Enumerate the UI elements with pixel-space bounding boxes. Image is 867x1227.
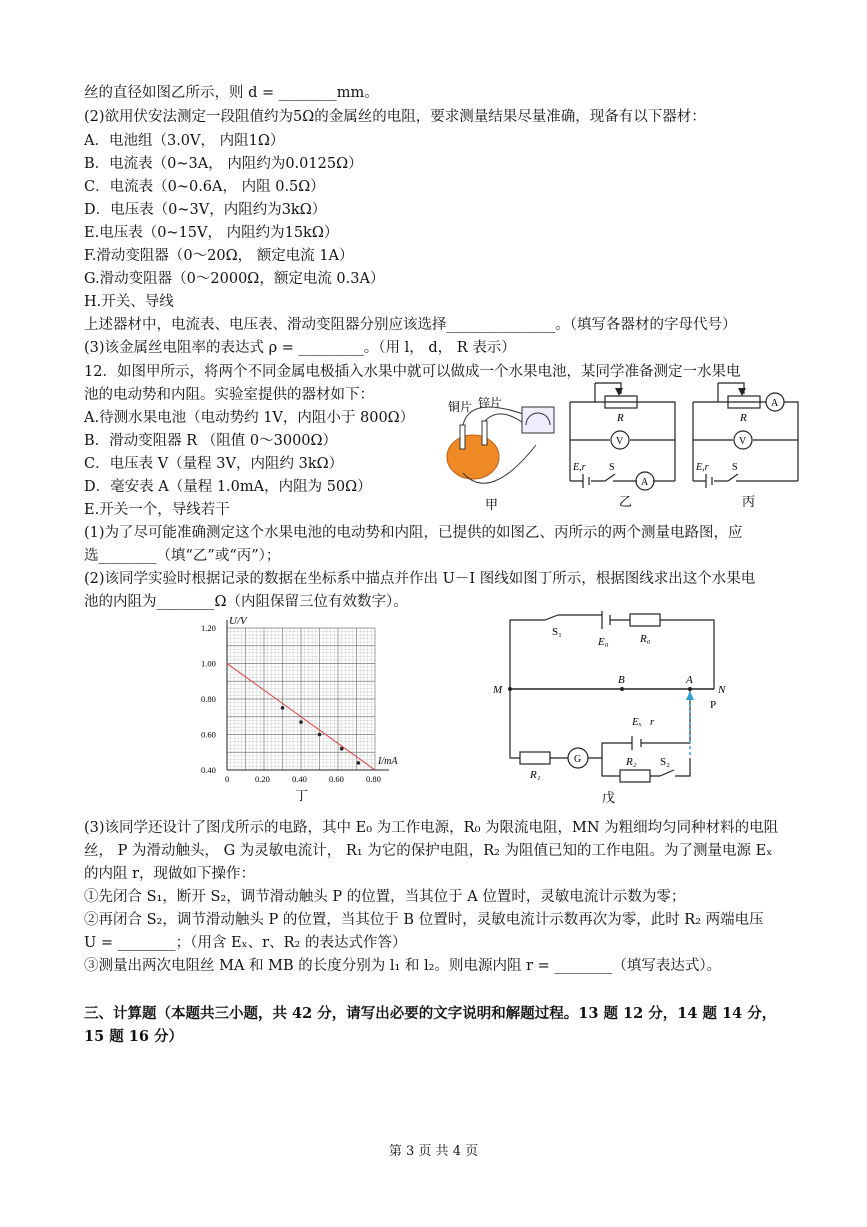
question-line: (3)该同学还设计了图戊所示的电路，其中 E₀ 为工作电源，R₀ 为限流电阻，MN 为粗细均匀同种材料的电阻 [84, 820, 779, 836]
data-point [318, 733, 322, 737]
wire [602, 758, 690, 776]
figure-yi [565, 378, 681, 513]
s-label: S [609, 462, 615, 473]
e0-label: E₀ [598, 636, 609, 648]
option-line: B．滑动变阻器 R （阻值 0～3000Ω） [84, 433, 338, 449]
switch-icon [605, 474, 615, 481]
question-line: 12．如图甲所示，将两个不同金属电极插入水果中就可以做成一个水果电池，某同学准备测定一水果电 [84, 364, 741, 380]
option-line: C．电流表（0~0.6A， 内阻 0.5Ω） [84, 179, 325, 195]
question-line: 池的电动势和内阻。实验室提供的器材如下： [84, 387, 374, 403]
question-line: 的内阻 r，现做如下操作： [84, 866, 256, 882]
figure-caption: 丙 [742, 494, 756, 509]
ex-label: Eₓ [632, 716, 642, 728]
b-label: B [618, 674, 625, 686]
copper-label: 铜片 [448, 400, 473, 414]
y-tick-label: 1.00 [201, 658, 216, 669]
switch-icon [728, 474, 738, 481]
option-line: C．电压表 V（量程 3V，内阻约 3kΩ） [84, 456, 344, 472]
p-label: P [710, 699, 717, 711]
figure-bing [688, 378, 804, 513]
x-tick-label: 0.40 [292, 774, 307, 784]
battery-ex-icon [632, 736, 641, 750]
step-line: ②再闭合 S₂，调节滑动触头 P 的位置，当其位于 B 位置时，灵敏电流计示数再次为零，此时 R₂ 两端电压 [84, 912, 764, 928]
s1-label: S₁ [552, 626, 562, 638]
resistor-r1 [520, 752, 550, 764]
s2-label: S₂ [660, 756, 670, 768]
option-line: A．电池组（3.0V， 内阻1Ω） [84, 133, 285, 149]
r-label: R [617, 412, 624, 424]
option-line: A.待测水果电池（电动势约 1V，内阻小于 800Ω） [84, 410, 415, 426]
ui-graph [195, 612, 405, 812]
x-tick-label: 0.80 [366, 774, 381, 784]
figure-jia [430, 385, 565, 515]
y-axis-label: U/V [229, 615, 247, 627]
y-tick-label: 1.20 [201, 623, 216, 633]
battery-e0-icon [602, 611, 610, 629]
step-line: ①先闭合 S₁，断开 S₂，调节滑动触头 P 的位置，当其位于 A 位置时，灵敏电流计示数为零； [84, 889, 686, 905]
fruit-icon [447, 435, 499, 479]
switch-s1-icon [545, 615, 558, 620]
a-label: A [771, 398, 779, 409]
question-line: 上述器材中，电流表、电压表、滑动变阻器分别应该选择_______________。（填写各器材的字母代号） [84, 317, 737, 333]
question-line: (2)该同学实验时根据记录的数据在坐标系中描点并作出 U－I 图线如图丁所示，根据图线求出这个水果电 [84, 571, 756, 587]
figure-caption: 甲 [485, 497, 499, 512]
slider-arrow-icon [615, 388, 623, 396]
data-point [357, 761, 361, 765]
page-footer: 第 3 页 共 4 页 [388, 1144, 479, 1159]
data-point [299, 720, 303, 724]
section-heading: 三、计算题（本题共三小题，共 42 分，请写出必要的文字说明和解题过程。13 题 12 分，14 题 14 分， [84, 1005, 777, 1022]
figure-caption: 丁 [295, 788, 309, 803]
option-line: E.电压表（0~15V， 内阻约为15kΩ） [84, 225, 339, 241]
option-line: F.滑动变阻器（0～20Ω， 额定电流 1A） [84, 248, 354, 264]
slider-wire [595, 383, 621, 402]
option-line: D．毫安表 A（量程 1.0mA，内阻为 50Ω） [84, 479, 372, 495]
g-label: G [574, 754, 582, 765]
data-point [340, 747, 344, 751]
x-tick-label: 0 [225, 774, 230, 784]
data-point [281, 706, 285, 710]
option-line: H.开关、导线 [84, 294, 174, 310]
n-label: N [718, 684, 726, 696]
r1-label: R₁ [530, 769, 541, 781]
x-axis-label: I/mA [378, 756, 398, 767]
figure-wu [490, 605, 730, 810]
a-label: A [686, 674, 693, 686]
resistor-r0 [630, 614, 660, 626]
switch-s2-icon [660, 770, 674, 776]
a-label: A [641, 477, 649, 488]
slider-arrow-icon [738, 388, 746, 396]
option-line: B．电流表（0~3A， 内阻约为0.0125Ω） [84, 156, 363, 172]
option-line: D．电压表（0~3V，内阻约为3kΩ） [84, 202, 327, 218]
chart-grid [227, 628, 375, 770]
question-line: (3)该金属丝电阻率的表达式 ρ = _________。（用 l， d， R 表示） [84, 340, 516, 356]
r2-label: R₂ [626, 756, 637, 768]
copper-electrode [460, 425, 465, 449]
zinc-label: 锌片 [478, 396, 503, 410]
node-a [688, 687, 692, 691]
slider-wire [718, 383, 744, 402]
x-tick-label: 0.20 [255, 774, 270, 784]
question-line: 选________（填“乙”或“丙”）； [84, 548, 281, 564]
zinc-electrode [482, 421, 487, 445]
y-tick-label: 0.60 [201, 729, 216, 740]
wire [510, 615, 714, 689]
v-label: V [616, 436, 624, 447]
question-line: (1)为了尽可能准确测定这个水果电池的电动势和内阻，已提供的如图乙、丙所示的两个测量电路图，应 [84, 525, 743, 541]
probe-arrow-icon [686, 691, 694, 700]
figure-caption: 乙 [619, 494, 633, 509]
er-label: E,r [696, 462, 709, 473]
s-label: S [732, 462, 738, 473]
r-label: r [650, 716, 655, 728]
battery-icon [583, 474, 589, 488]
option-line: E.开关一个，导线若干 [84, 502, 230, 518]
r-label: R [740, 412, 747, 424]
v-label: V [739, 436, 747, 447]
step-line: U = ________；（用含 Eₓ、r、R₂ 的表达式作答） [84, 935, 407, 951]
x-tick-label: 0.60 [329, 774, 344, 784]
node-m [508, 687, 512, 691]
chart-ticks [201, 623, 381, 784]
chart-axes [227, 620, 389, 770]
question-line: (2)欲用伏安法测定一段阻值约为5Ω的金属丝的电阻，要求测量结果尽量准确，现备有以下器材： [84, 109, 706, 125]
r0-label: R₀ [640, 633, 651, 645]
er-label: E,r [573, 462, 586, 473]
y-tick-label: 0.40 [201, 765, 216, 775]
question-line: 丝， P 为滑动触头， G 为灵敏电流计， R₁ 为它的保护电阻，R₂ 为阻值已知的工作电阻。为了测量电源 Eₓ [84, 843, 773, 859]
node-b [620, 687, 624, 691]
resistor-r2 [620, 770, 650, 782]
option-line: G.滑动变阻器（0～2000Ω，额定电流 0.3A） [84, 271, 385, 287]
step-line: ③测量出两次电阻丝 MA 和 MB 的长度分别为 l₁ 和 l₂。则电源内阻 r = ________（填写表达式）。 [84, 958, 722, 974]
y-tick-label: 0.80 [201, 694, 216, 704]
figure-caption: 戊 [602, 790, 616, 805]
battery-icon [706, 474, 712, 488]
m-label: M [493, 684, 503, 696]
question-line: 丝的直径如图乙所示，则 d = ________mm。 [84, 85, 379, 101]
question-line: 池的内阻为________Ω（内阻保留三位有效数字）。 [84, 594, 408, 610]
section-heading: 15 题 16 分） [84, 1028, 184, 1045]
